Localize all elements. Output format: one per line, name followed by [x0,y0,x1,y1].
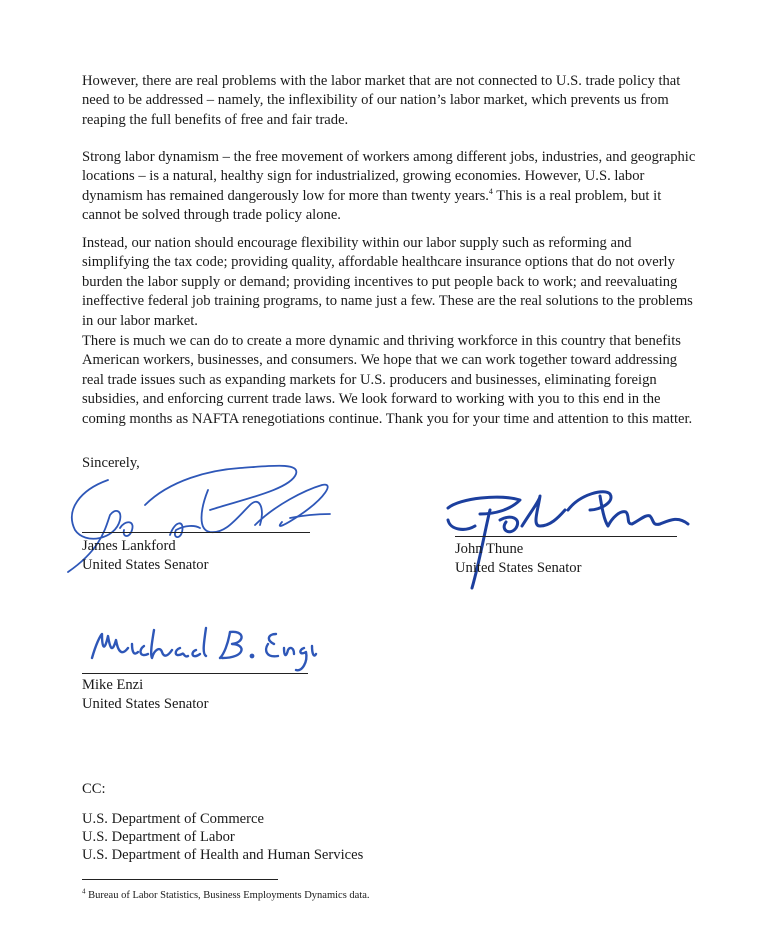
paragraph-labor-dynamism [82,148,702,226]
closing-sincerely: Sincerely, [82,455,140,471]
cc-label: CC: [82,781,106,797]
thune-name: John Thune [455,541,524,557]
footnote-text: Bureau of Labor Statistics, Business Employments Dynamics data. [85,890,370,901]
lankford-name: James Lankford [82,538,176,554]
cc-recipient: U.S. Department of Labor [82,829,235,845]
enzi-title: United States Senator [82,696,209,712]
cc-recipient: U.S. Department of Health and Human Services [82,847,364,863]
paragraph-labor-dynamism-text: Strong labor dynamism – the free movement of workers among different jobs, industries, and geographic locations – is a natural, healthy sign for industrialized, growing economies. However, U.S. labor dynamism has remained dangerously low for more than twenty years. [82,149,696,204]
paragraph-flexibility: Instead, our nation should encourage flexibility within our labor supply such as reforming and simplifying the tax code; providing quality, affordable healthcare insurance options that do not overly burden the labor supply or demand; providing incentives to put people back to work; and reevaluating ineffective federal job training programs, to name just a few. These are the real solutions to the problems in our labor market. [82,235,693,329]
footnote-marker: 4 [82,887,86,896]
thune-signature-line [455,536,677,537]
enzi-name: Mike Enzi [82,677,144,693]
footnote [82,889,370,902]
footnote-divider [82,879,278,880]
paragraph-labor-dynamism-text-end: This is a real problem, but it cannot be solved through trade policy alone. [82,187,662,224]
enzi-signature [88,622,318,674]
paragraph-workforce: There is much we can do to create a more dynamic and thriving workforce in this country that benefits American workers, businesses, and consumers. We hope that we can work together toward addressing real trade issues such as expanding markets for U.S. producers and businesses, eliminating foreign subsidies, and enforcing current trade laws. We look forward to working with you to this end in the coming months as NAFTA renegotiations continue. Thank you for your time and attention to this matter. [82,333,693,427]
thune-title: United States Senator [455,560,582,576]
lankford-title: United States Senator [82,557,209,573]
cc-recipient: U.S. Department of Commerce [82,811,264,827]
paragraph-labor-market: However, there are real problems with the labor market that are not connected to U.S. trade policy that need to be addressed – namely, the inflexibility of our nation’s labor market, which prevents us from reaping the full benefits of free and fair trade. [82,73,681,128]
footnote-reference: 4 [488,186,493,196]
enzi-signature-line [82,673,308,674]
lankford-signature-line [82,532,310,533]
